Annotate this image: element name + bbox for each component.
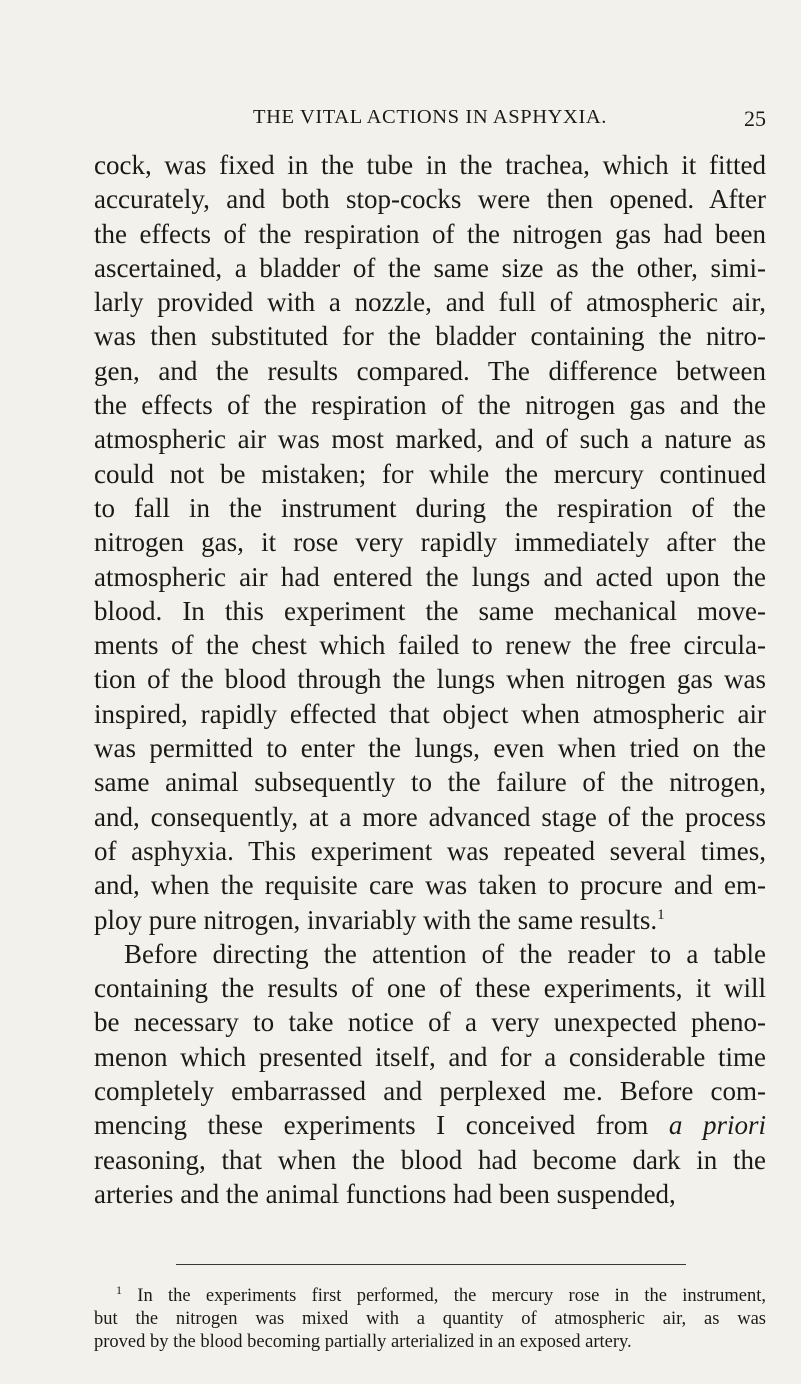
text-line: cock, was fixed in the tube in the trachea, which it fitted [94,150,766,180]
footnote-divider [176,1264,686,1265]
text-line: to fall in the instrument during the respiration of the [94,492,766,523]
text-line: containing the results of one of these experiments, it will [94,973,766,1004]
footnote [94,1285,766,1354]
text-line [94,1108,766,1142]
text-line: reasoning, that when the blood had become dark in the [94,1144,766,1175]
text-line: tion of the blood through the lungs when nitrogen gas was [94,664,766,695]
text-line: gen, and the results compared. The difference between [94,355,766,386]
text-line: menon which presented itself, and for a considerable time [94,1041,766,1072]
text-line: was permitted to enter the lungs, even when tried on the [94,733,766,764]
text-line: the effects of the respiration of the nitrogen gas had been [94,218,766,249]
text-line: ascertained, a bladder of the same size as the other, simi- [94,252,766,283]
italic-phrase: a priori [668,1110,766,1141]
text-line: and, when the requisite care was taken to procure and em- [94,870,766,901]
text-line: the effects of the respiration of the nitrogen gas and the [94,390,766,421]
footnote-line-content: In the experiments first performed, the mercury rose in the instrument, [122,1286,766,1306]
text-line: arteries and the animal functions had been suspended, [94,1178,676,1209]
footnote-reference[interactable]: 1 [657,906,665,923]
text-line: ments of the chest which failed to renew the free circula- [94,630,766,661]
footnote-marker: 1 [116,1285,122,1297]
text-line: of asphyxia. This experiment was repeated several times, [94,835,766,866]
text-line: and, consequently, at a more advanced stage of the process [94,801,766,832]
running-title: THE VITAL ACTIONS IN ASPHYXIA. [252,106,608,128]
body-text [94,148,766,1211]
text-line: same animal subsequently to the failure of the nitrogen, [94,767,766,798]
text-line: be necessary to take notice of a very unexpected pheno- [94,1007,766,1038]
text-line: was then substituted for the bladder containing the nitro- [94,321,766,352]
text-line: accurately, and both stop-cocks were then opened. After [94,184,766,215]
text-line: nitrogen gas, it rose very rapidly immediately after the [94,527,766,558]
text-line-content: mencing these experiments I conceived from [94,1110,669,1141]
text-line: inspired, rapidly effected that object when atmospheric air [94,698,766,729]
footnote-line [94,1285,766,1308]
footnote-line: but the nitrogen was mixed with a quantity of atmospheric air, as was [94,1309,766,1329]
text-line: Before directing the attention of the reader to a table [124,938,766,969]
text-line: could not be mistaken; for while the mercury continued [94,458,766,489]
page-header [94,106,766,136]
text-line: blood. In this experiment the same mechanical move- [94,595,766,626]
page-number: 25 [744,106,766,131]
text-line: larly provided with a nozzle, and full of atmospheric air, [94,287,766,318]
text-line: atmospheric air was most marked, and of such a nature as [94,424,766,455]
text-line: atmospheric air had entered the lungs and acted upon the [94,561,766,592]
footnote-line: proved by the blood becoming partially arterialized in an exposed artery. [94,1332,632,1352]
text-line-content: ploy pure nitrogen, invariably with the same results. [94,904,658,935]
text-line: completely embarrassed and perplexed me. Before com- [94,1076,766,1107]
text-line [94,903,766,937]
